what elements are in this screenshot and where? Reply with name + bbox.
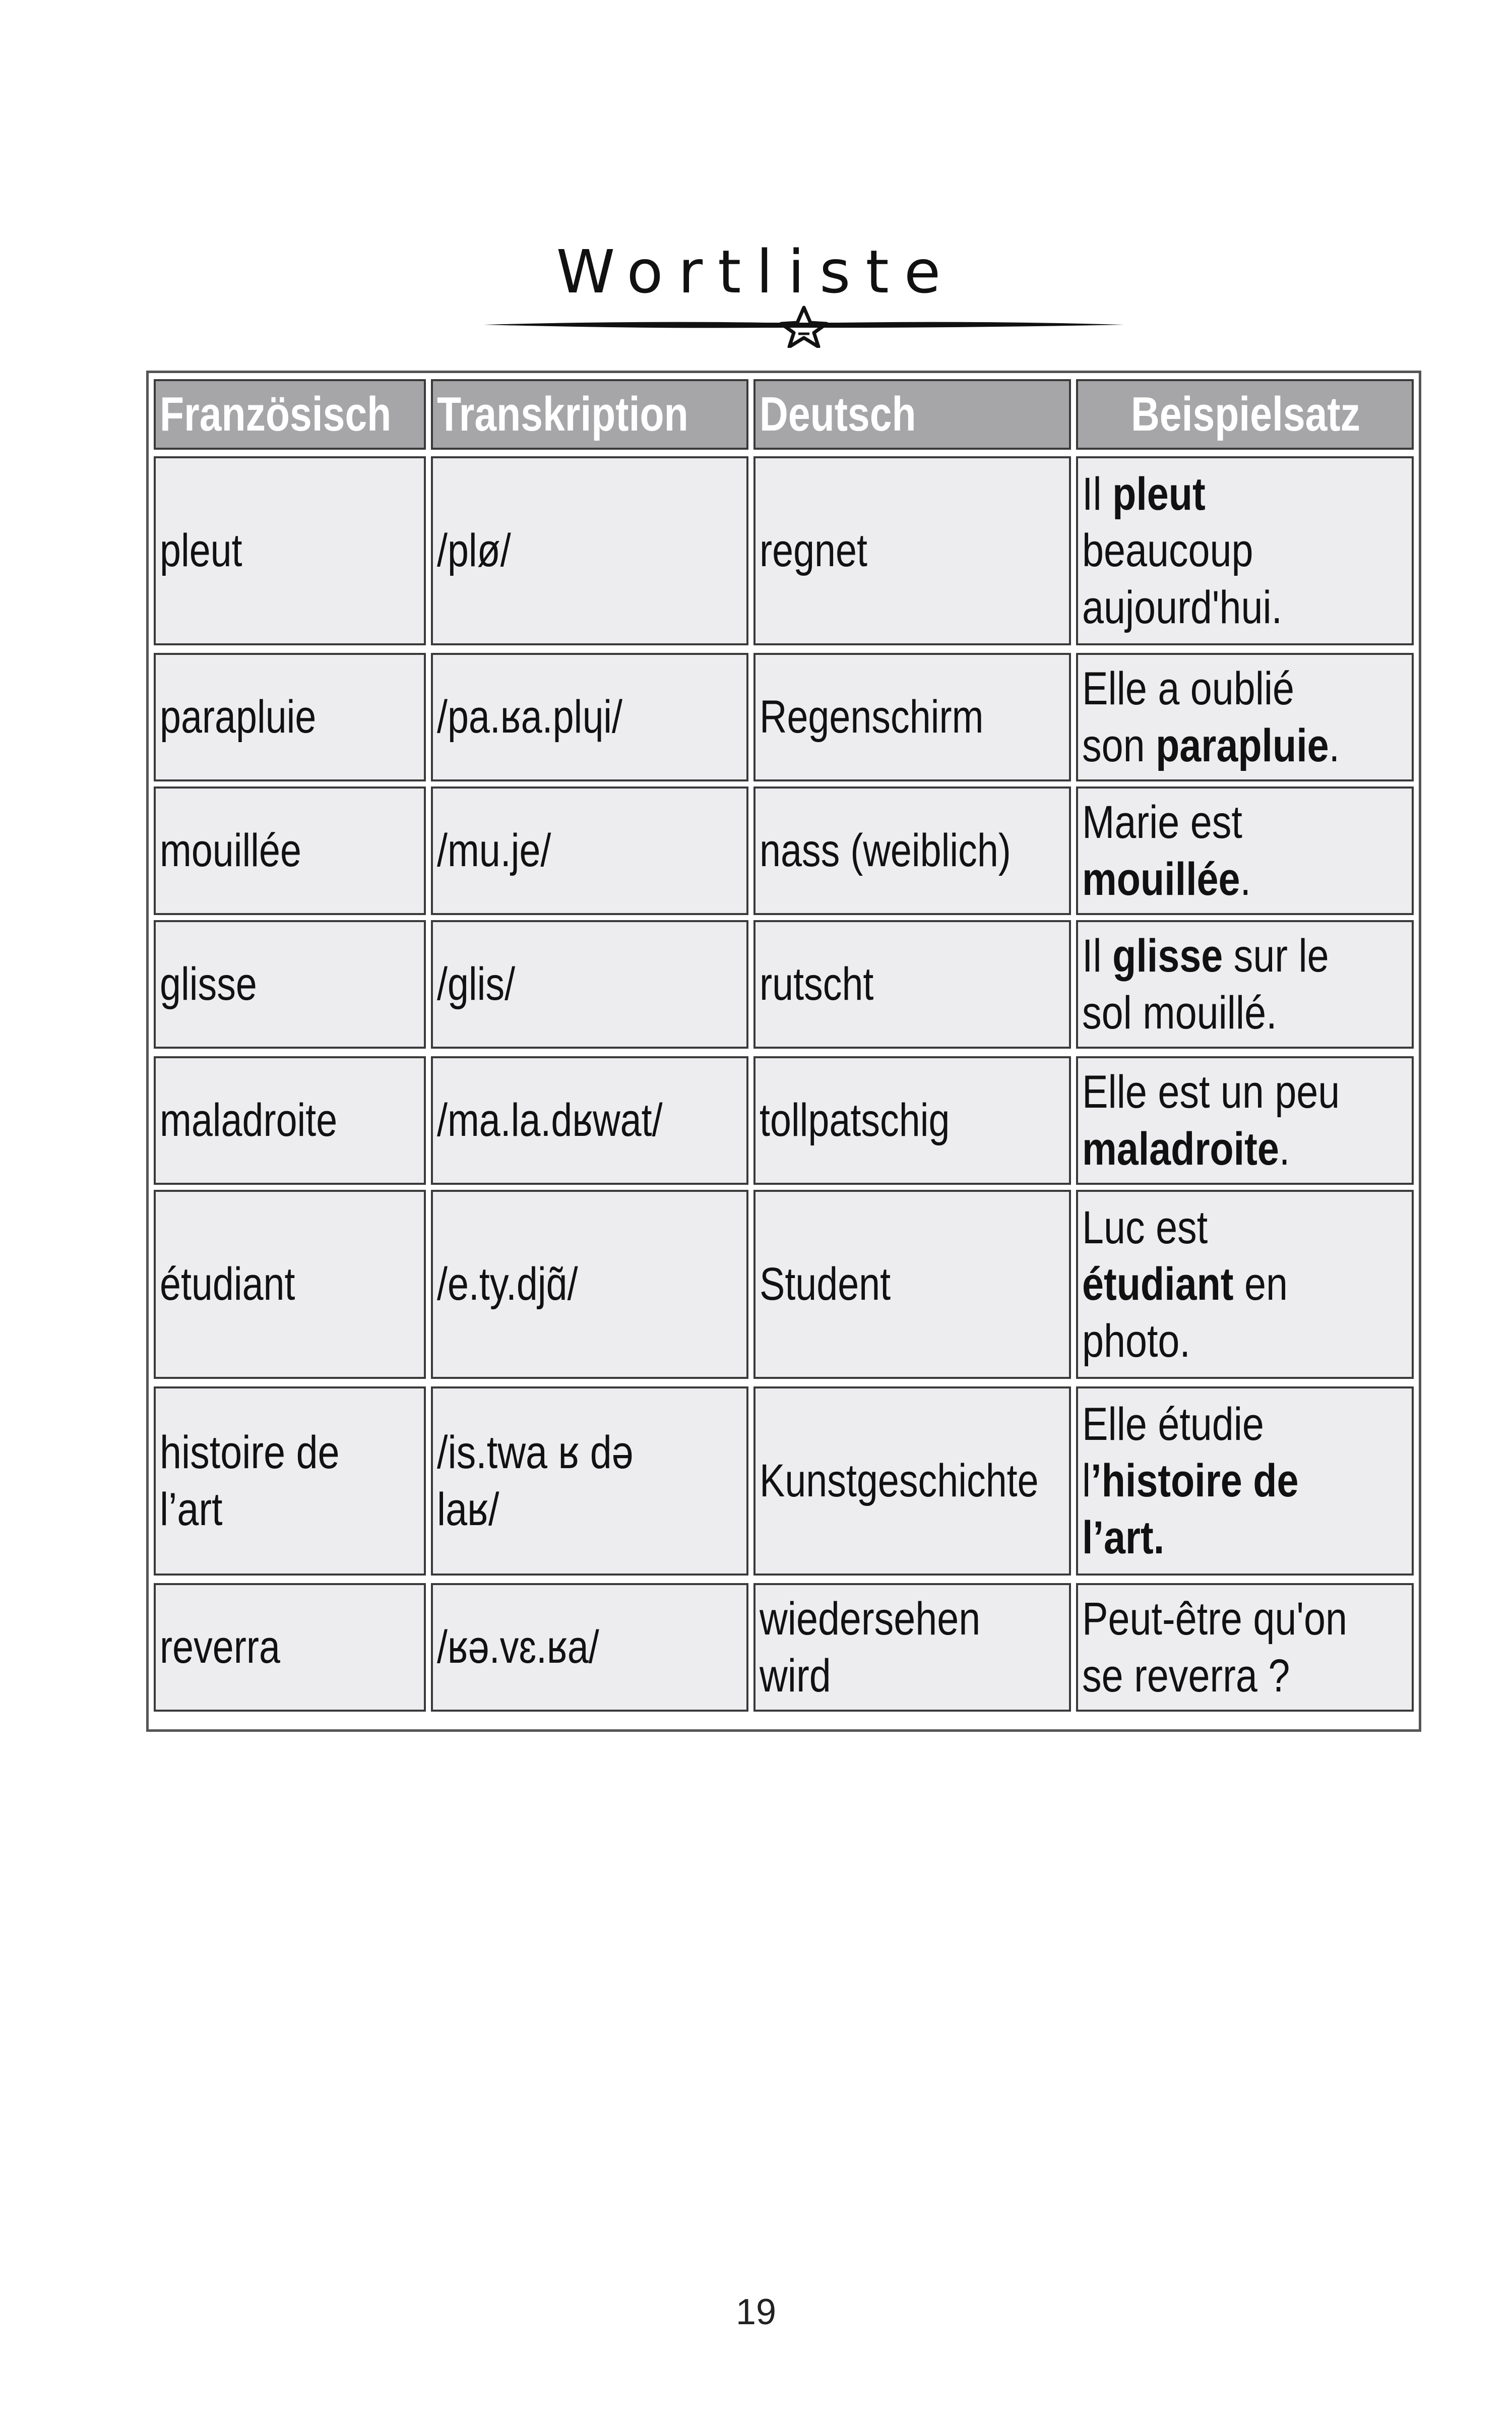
cell-beispielsatz	[1076, 1056, 1414, 1185]
cell-franzoesisch	[154, 653, 426, 781]
title-ornament	[484, 302, 1124, 348]
example-text: .	[1329, 719, 1340, 771]
transcription: /ɡlis/	[437, 958, 516, 1010]
cell-transkription	[431, 1056, 748, 1185]
german-translation: tollpatschig	[760, 1095, 950, 1146]
example-text: .	[1240, 853, 1251, 905]
example-text: .	[1279, 1123, 1290, 1175]
header-beispielsatz	[1076, 379, 1414, 450]
cell-transkription	[431, 1190, 748, 1379]
example-highlight: ’histoire de l’art.	[1082, 1455, 1299, 1563]
cell-beispielsatz	[1076, 920, 1414, 1049]
example-sentence	[1082, 1064, 1356, 1177]
french-word: pleut	[160, 525, 242, 577]
transcription: /ʁə.vɛ.ʁa/	[437, 1621, 599, 1673]
cell-deutsch	[753, 786, 1071, 915]
header-beispielsatz-label: Beispielsatz	[1130, 387, 1360, 442]
example-sentence	[1082, 466, 1356, 636]
cell-franzoesisch	[154, 1056, 426, 1185]
example-text: Marie est	[1082, 797, 1242, 849]
header-franzoesisch-label: Französisch	[160, 387, 392, 442]
example-highlight: parapluie	[1156, 719, 1329, 771]
example-text: Luc est	[1082, 1202, 1208, 1254]
german-translation: Kunstgeschichte	[760, 1455, 1039, 1507]
cell-beispielsatz	[1076, 1583, 1414, 1712]
transcription: /pa.ʁa.plɥi/	[437, 691, 623, 743]
example-text: Peut-être qu'on se reverra ?	[1082, 1593, 1348, 1702]
cell-transkription	[431, 456, 748, 645]
transcription: /ma.la.dʁwat/	[437, 1095, 663, 1146]
french-word: parapluie	[160, 691, 317, 743]
example-text: beaucoup aujourd'hui.	[1082, 525, 1283, 633]
cell-beispielsatz	[1076, 1190, 1414, 1379]
transcription: /is.twa ʁ də laʁ/	[437, 1427, 634, 1535]
cell-transkription	[431, 920, 748, 1049]
cell-deutsch	[753, 920, 1071, 1049]
example-text: Il	[1082, 468, 1113, 520]
example-sentence	[1082, 928, 1356, 1041]
example-text: en photo.	[1082, 1258, 1288, 1367]
header-transkription	[431, 379, 748, 450]
german-translation: Regenschirm	[760, 691, 984, 743]
transcription: /mu.je/	[437, 825, 551, 877]
cell-transkription	[431, 1386, 748, 1576]
german-translation: Student	[760, 1258, 891, 1310]
cell-deutsch	[753, 1190, 1071, 1379]
cell-franzoesisch	[154, 1386, 426, 1576]
cell-franzoesisch	[154, 1190, 426, 1379]
example-text: sur le sol mouillé.	[1082, 930, 1329, 1039]
example-sentence	[1082, 794, 1356, 907]
example-text: Il	[1082, 930, 1113, 982]
cell-deutsch	[753, 1056, 1071, 1185]
example-highlight: étudiant	[1082, 1258, 1234, 1310]
cell-deutsch	[753, 653, 1071, 781]
example-sentence	[1082, 1396, 1356, 1566]
cell-deutsch	[753, 1583, 1071, 1712]
header-transkription-label: Transkription	[437, 387, 688, 442]
example-text: Elle étudie l	[1082, 1399, 1264, 1507]
french-word: glisse	[160, 958, 257, 1010]
french-word: histoire de l’art	[160, 1427, 340, 1535]
example-highlight: pleut	[1112, 468, 1206, 520]
cell-beispielsatz	[1076, 456, 1414, 645]
example-highlight: glisse	[1112, 930, 1223, 982]
example-sentence	[1082, 660, 1356, 773]
german-translation: rutscht	[760, 958, 874, 1010]
example-text: Elle a oublié son	[1082, 663, 1295, 771]
cell-franzoesisch	[154, 920, 426, 1049]
cell-franzoesisch	[154, 456, 426, 645]
cell-franzoesisch	[154, 786, 426, 915]
french-word: étudiant	[160, 1258, 295, 1310]
page-number: 19	[735, 2292, 777, 2332]
example-text: Elle est un peu	[1082, 1066, 1340, 1118]
german-translation: regnet	[760, 525, 867, 577]
french-word: mouillée	[160, 825, 301, 877]
cell-transkription	[431, 786, 748, 915]
cell-deutsch	[753, 456, 1071, 645]
header-deutsch	[753, 379, 1071, 450]
cell-deutsch	[753, 1386, 1071, 1576]
header-franzoesisch	[154, 379, 426, 450]
page-title: Wortliste	[556, 237, 956, 307]
example-highlight: maladroite	[1082, 1123, 1279, 1175]
transcription: /plø/	[437, 525, 511, 577]
cell-transkription	[431, 1583, 748, 1712]
cell-beispielsatz	[1076, 786, 1414, 915]
example-highlight: mouillée	[1082, 853, 1240, 905]
cell-beispielsatz	[1076, 1386, 1414, 1576]
cell-beispielsatz	[1076, 653, 1414, 781]
header-deutsch-label: Deutsch	[760, 387, 916, 442]
german-translation: nass (weiblich)	[760, 825, 1011, 877]
transcription: /e.ty.djɑ̃/	[437, 1258, 578, 1310]
cell-transkription	[431, 653, 748, 781]
german-translation: wiedersehen wird	[760, 1593, 981, 1702]
cell-franzoesisch	[154, 1583, 426, 1712]
french-word: maladroite	[160, 1095, 338, 1146]
french-word: reverra	[160, 1621, 280, 1673]
example-sentence	[1082, 1591, 1356, 1704]
example-sentence	[1082, 1199, 1356, 1369]
